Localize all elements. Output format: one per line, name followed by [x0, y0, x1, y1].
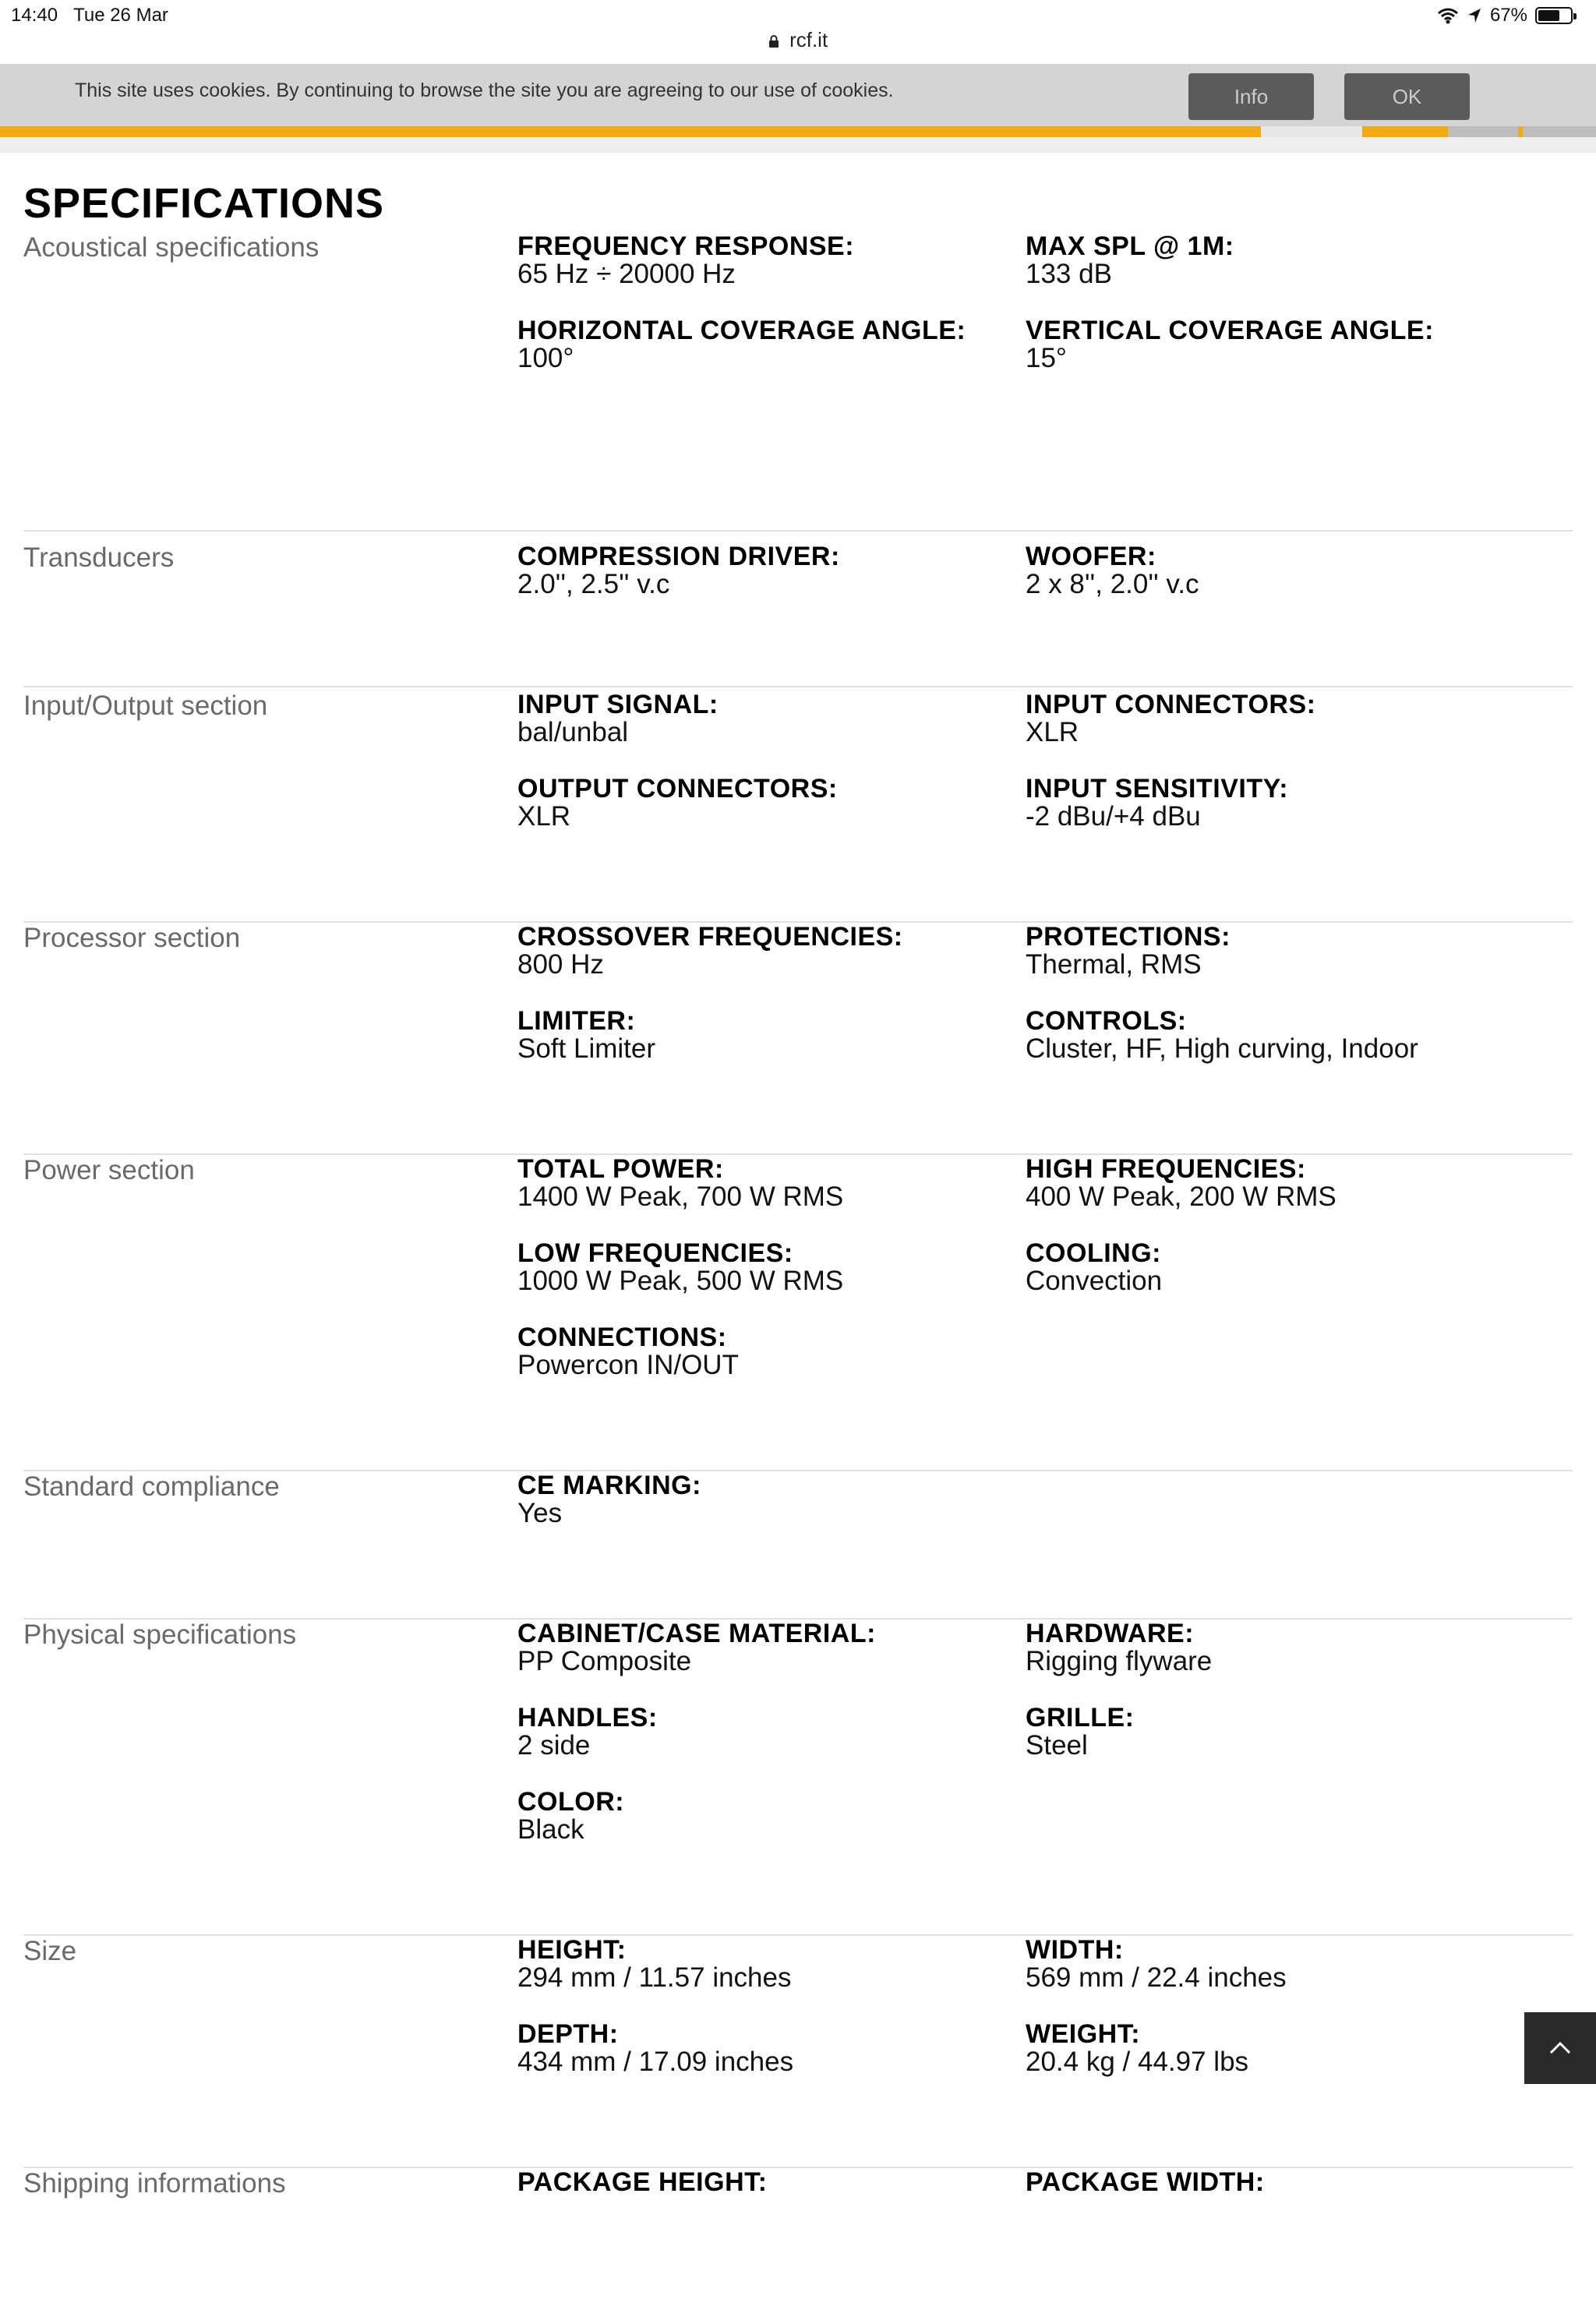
spec-key: INPUT SENSITIVITY:: [1026, 774, 1289, 804]
spec-item: [1026, 690, 1524, 747]
spec-key: FREQUENCY RESPONSE:: [517, 231, 855, 261]
address-bar[interactable]: [0, 28, 1596, 64]
spec-value: 434 mm / 17.09 inches: [517, 2047, 794, 2077]
status-time: 14:40 Tue 26 Mar: [11, 5, 168, 26]
spec-key: CROSSOVER FREQUENCIES:: [517, 922, 903, 952]
spec-item: [517, 1323, 1016, 1379]
spec-key: PACKAGE WIDTH:: [1026, 2167, 1265, 2197]
spec-item: [517, 1239, 1016, 1295]
spec-section: [23, 542, 1573, 687]
spec-category-label: Acoustical specifications: [23, 232, 320, 263]
spec-item: [1026, 1936, 1524, 1992]
spec-item: [1026, 1239, 1524, 1295]
spec-key: LIMITER:: [517, 1006, 636, 1036]
spec-value: XLR: [1026, 717, 1079, 747]
spec-section: [23, 1619, 1573, 1936]
battery-icon: [1535, 7, 1573, 24]
cookie-banner: [0, 64, 1596, 126]
spec-item: [517, 1155, 1016, 1211]
wifi-icon: [1437, 7, 1459, 24]
url-text: rcf.it: [789, 28, 828, 51]
spec-key: INPUT CONNECTORS:: [1026, 690, 1316, 719]
spec-item: [517, 1788, 1016, 1844]
spec-item: [517, 542, 1016, 599]
spec-item: [1026, 1704, 1524, 1760]
spec-item: [1026, 2020, 1524, 2076]
spec-section: [23, 690, 1573, 923]
battery-percent: 67%: [1489, 5, 1527, 26]
spec-item: [517, 1007, 1016, 1063]
spec-item: [517, 1471, 1016, 1528]
spec-key: HIGH FREQUENCIES:: [1026, 1154, 1306, 1184]
spec-item: [517, 232, 1016, 288]
spec-item: [1026, 923, 1524, 979]
spec-item: [517, 1619, 1016, 1676]
spec-category-label: Processor section: [23, 923, 241, 953]
spec-key: TOTAL POWER:: [517, 1154, 724, 1184]
spec-key: LOW FREQUENCIES:: [517, 1238, 793, 1268]
spec-item: [517, 690, 1016, 747]
lock-icon: [768, 35, 779, 48]
spec-value: Cluster, HF, High curving, Indoor: [1026, 1033, 1418, 1064]
spec-section: [23, 1155, 1573, 1471]
spec-value: Powercon IN/OUT: [517, 1350, 739, 1380]
section-divider: [23, 530, 1573, 532]
spec-item: [1026, 775, 1524, 831]
spec-value: Rigging flyware: [1026, 1646, 1213, 1676]
spec-value: 2.0'', 2.5'' v.c: [517, 569, 670, 599]
spec-item: [1026, 1007, 1524, 1063]
spec-value: bal/unbal: [517, 717, 629, 747]
spec-value: 65 Hz ÷ 20000 Hz: [517, 259, 736, 289]
spec-key: VERTICAL COVERAGE ANGLE:: [1026, 316, 1434, 345]
spec-value: 1000 W Peak, 500 W RMS: [517, 1266, 844, 1296]
spec-key: HEIGHT:: [517, 1935, 627, 1965]
spec-key: OUTPUT CONNECTORS:: [517, 774, 838, 804]
spec-key: PACKAGE HEIGHT:: [517, 2167, 768, 2197]
spec-key: MAX SPL @ 1M:: [1026, 231, 1234, 261]
spec-category-label: Power section: [23, 1155, 195, 1185]
status-bar: [0, 0, 1596, 31]
spec-item: [517, 316, 1016, 373]
spec-item: [1026, 1155, 1524, 1211]
spec-key: WOOFER:: [1026, 542, 1156, 571]
spec-key: CABINET/CASE MATERIAL:: [517, 1619, 876, 1648]
spec-item: [517, 1704, 1016, 1760]
cookie-text: This site uses cookies. By continuing to browse the site you are agreeing to our use of cookies.: [75, 79, 894, 101]
spec-category-label: Transducers: [23, 542, 175, 573]
spec-value: 15°: [1026, 343, 1067, 373]
spec-item: [1026, 2168, 1524, 2196]
spec-category-label: Shipping informations: [23, 2168, 286, 2199]
spec-key: HARDWARE:: [1026, 1619, 1195, 1648]
header-gap: [0, 137, 1596, 153]
spec-category-label: Standard compliance: [23, 1471, 280, 1502]
spec-item: [517, 1936, 1016, 1992]
spec-value: Convection: [1026, 1266, 1163, 1296]
cookie-info-button[interactable]: Info: [1188, 73, 1314, 120]
spec-section: [23, 232, 1573, 532]
spec-value: XLR: [517, 801, 571, 832]
spec-value: 20.4 kg / 44.97 lbs: [1026, 2047, 1249, 2077]
spec-key: COLOR:: [517, 1787, 625, 1817]
spec-item: [517, 923, 1016, 979]
spec-key: INPUT SIGNAL:: [517, 690, 719, 719]
spec-category-label: Physical specifications: [23, 1619, 297, 1650]
spec-value: 1400 W Peak, 700 W RMS: [517, 1181, 844, 1212]
spec-value: 100°: [517, 343, 574, 373]
spec-key: HANDLES:: [517, 1703, 658, 1732]
spec-section: [23, 1936, 1573, 2168]
spec-value: PP Composite: [517, 1646, 692, 1676]
spec-value: Yes: [517, 1498, 563, 1528]
status-date: Tue 26 Mar: [73, 5, 168, 26]
spec-value: -2 dBu/+4 dBu: [1026, 801, 1201, 832]
page-title: SPECIFICATIONS: [23, 180, 385, 227]
nav-accent-segment: [1261, 126, 1362, 137]
spec-value: Soft Limiter: [517, 1033, 655, 1064]
spec-value: 400 W Peak, 200 W RMS: [1026, 1181, 1336, 1212]
spec-item: [517, 2168, 1016, 2196]
spec-value: 2 x 8'', 2.0'' v.c: [1026, 569, 1199, 599]
spec-category-label: Size: [23, 1936, 77, 1966]
spec-key: HORIZONTAL COVERAGE ANGLE:: [517, 316, 966, 345]
spec-key: WEIGHT:: [1026, 2019, 1141, 2049]
spec-item: [1026, 316, 1524, 373]
spec-key: CE MARKING:: [517, 1471, 701, 1500]
spec-section: [23, 2168, 1573, 2324]
nav-accent-bar: [0, 126, 1596, 137]
spec-section: [23, 1471, 1573, 1619]
spec-key: COOLING:: [1026, 1238, 1161, 1268]
spec-key: PROTECTIONS:: [1026, 922, 1231, 952]
spec-value: 569 mm / 22.4 inches: [1026, 1962, 1287, 1993]
spec-key: GRILLE:: [1026, 1703, 1135, 1732]
spec-value: 133 dB: [1026, 259, 1112, 289]
location-arrow-icon: [1467, 7, 1482, 24]
spec-value: 2 side: [517, 1730, 591, 1761]
scroll-top-button[interactable]: [1524, 2012, 1596, 2084]
spec-item: [1026, 1619, 1524, 1676]
spec-item: [1026, 542, 1524, 599]
spec-key: WIDTH:: [1026, 1935, 1124, 1965]
section-divider: [23, 686, 1573, 687]
cookie-ok-button[interactable]: OK: [1344, 73, 1470, 120]
chevron-up-icon: [1524, 2012, 1596, 2084]
spec-key: CONNECTIONS:: [517, 1323, 727, 1352]
spec-value: Thermal, RMS: [1026, 949, 1202, 980]
spec-value: Steel: [1026, 1730, 1088, 1761]
spec-value: 800 Hz: [517, 949, 604, 980]
spec-key: CONTROLS:: [1026, 1006, 1187, 1036]
spec-category-label: Input/Output section: [23, 690, 268, 721]
spec-item: [1026, 232, 1524, 288]
nav-accent-segment: [1448, 126, 1518, 137]
nav-accent-segment: [1523, 126, 1596, 137]
spec-key: COMPRESSION DRIVER:: [517, 542, 840, 571]
spec-item: [517, 2020, 1016, 2076]
spec-value: 294 mm / 11.57 inches: [517, 1962, 792, 1993]
spec-value: Black: [517, 1814, 584, 1845]
spec-key: DEPTH:: [517, 2019, 619, 2049]
spec-section: [23, 923, 1573, 1155]
status-right: [1437, 5, 1573, 26]
spec-item: [517, 775, 1016, 831]
